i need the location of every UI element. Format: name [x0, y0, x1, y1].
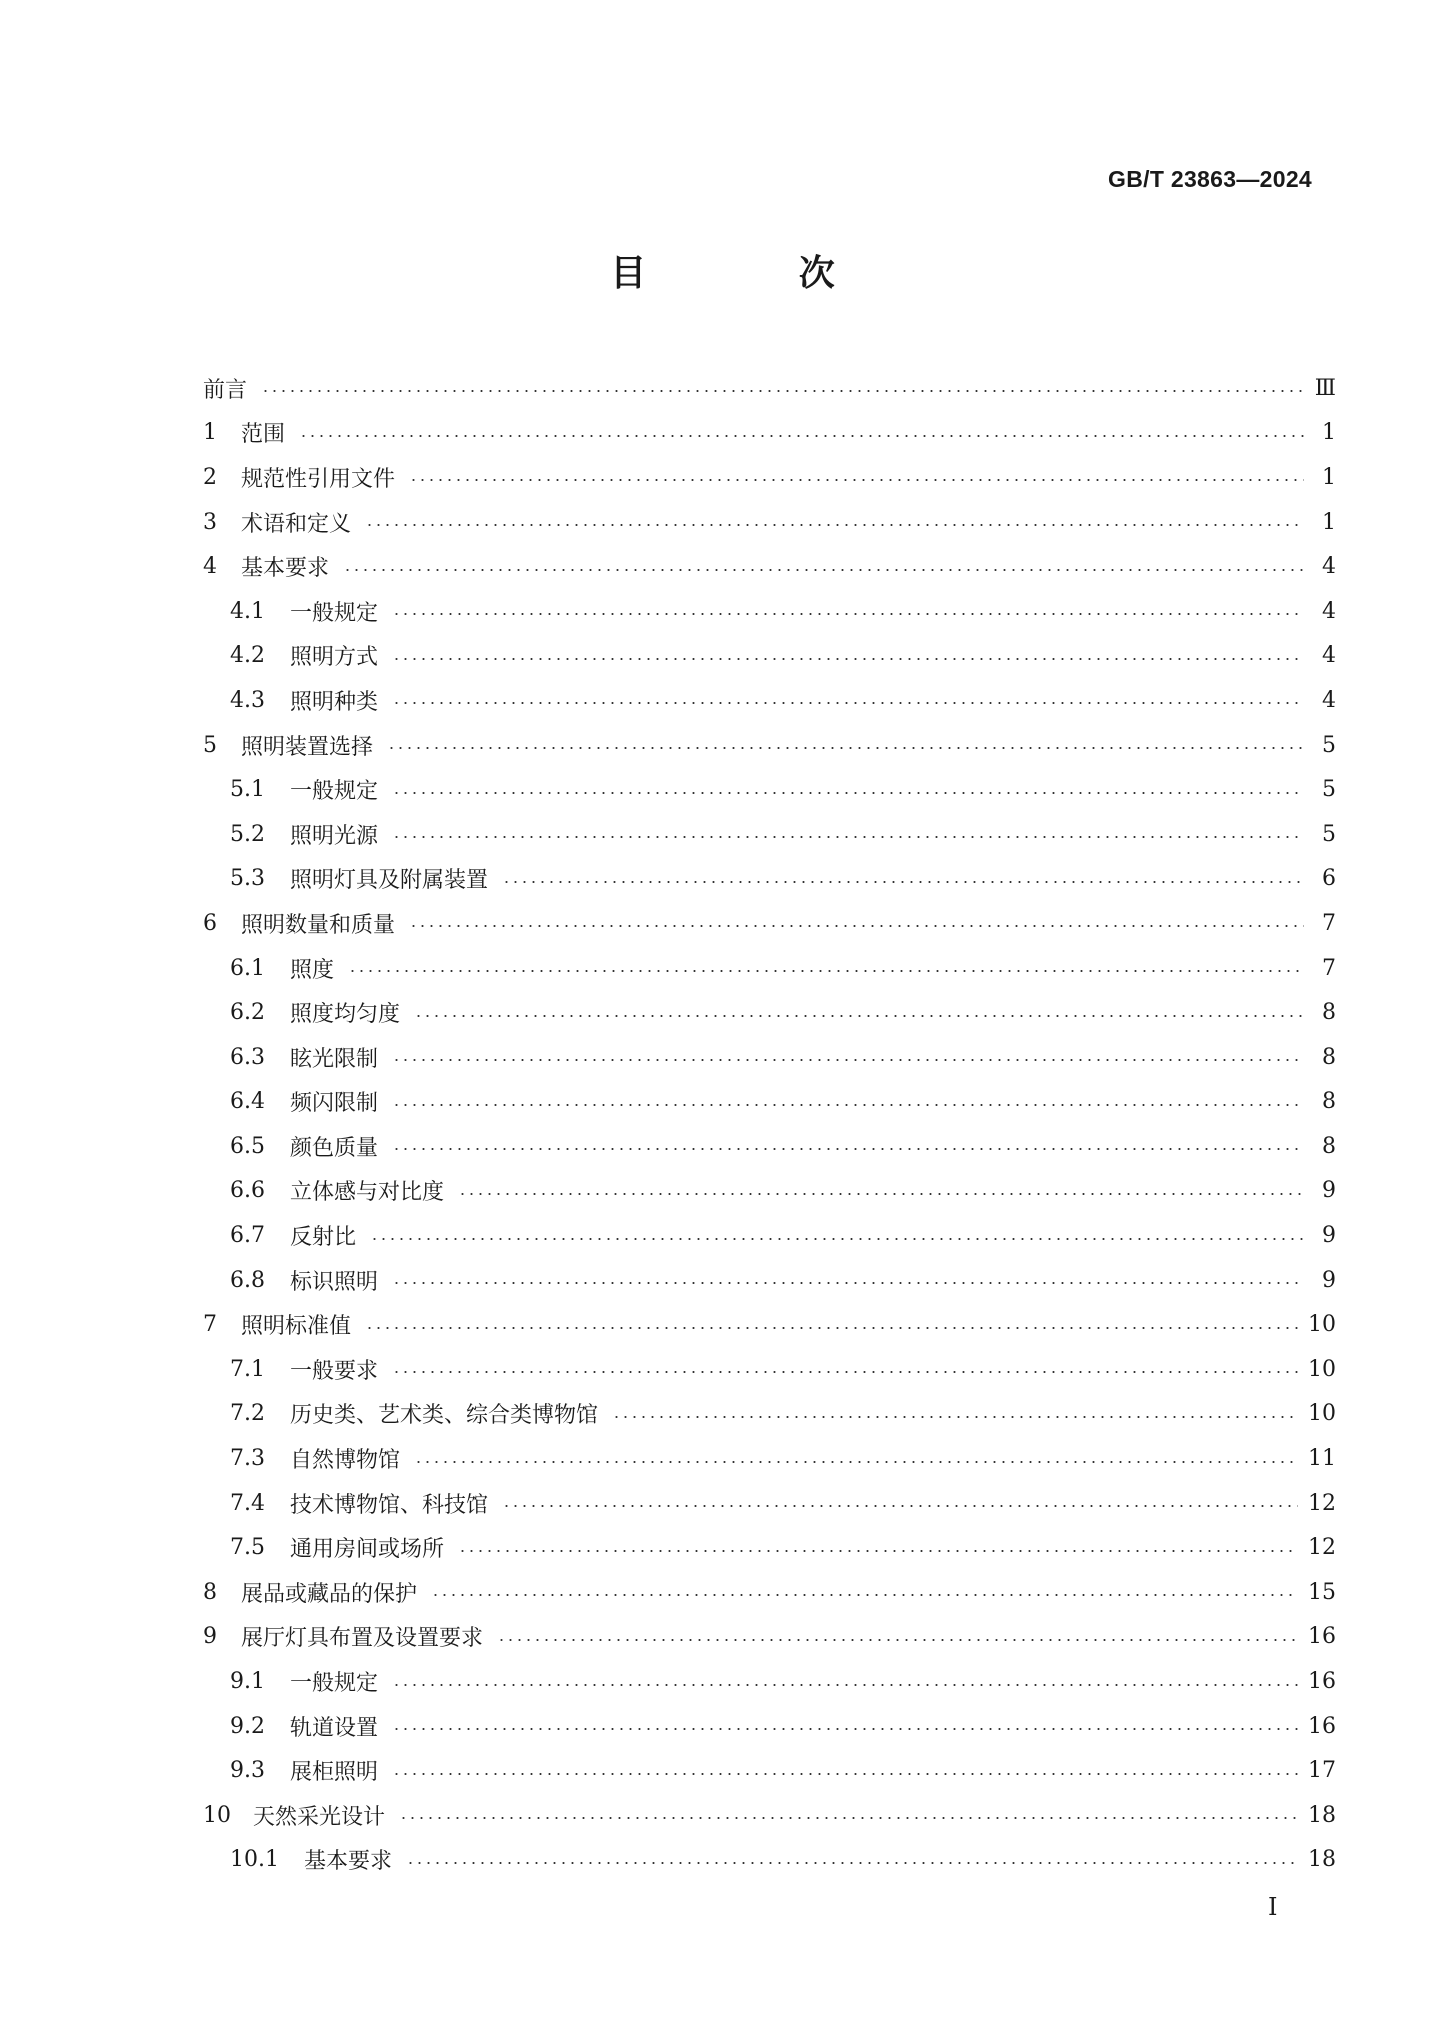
toc-entry-page: 18	[1308, 1847, 1336, 1873]
toc-entry[interactable]	[203, 901, 1336, 946]
toc-entry-label: 前言	[203, 377, 248, 403]
toc-entry-label: 眩光限制	[290, 1046, 379, 1072]
toc-entry-page: 5	[1322, 777, 1336, 803]
dot-leader	[392, 1104, 1304, 1106]
toc-entry-page: 4	[1322, 598, 1336, 624]
toc-entry-page: 1	[1322, 509, 1336, 535]
toc-entry-page: 18	[1308, 1802, 1336, 1828]
toc-entry[interactable]	[203, 857, 1336, 902]
toc-entry-label: 标识照明	[290, 1269, 379, 1295]
toc-entry[interactable]	[203, 1035, 1336, 1080]
toc-entry-label: 展品或藏品的保护	[241, 1581, 418, 1607]
toc-entry-number: 9.1	[230, 1669, 265, 1695]
toc-entry-label: 规范性引用文件	[241, 466, 396, 492]
toc-entry-label: 照明数量和质量	[241, 912, 396, 938]
toc-entry[interactable]	[203, 1213, 1336, 1258]
toc-entry-label: 术语和定义	[241, 511, 352, 537]
toc-entry[interactable]	[203, 812, 1336, 857]
toc-entry[interactable]	[203, 1748, 1336, 1793]
dot-leader	[409, 925, 1304, 927]
toc-entry[interactable]	[203, 366, 1336, 411]
toc-entry-number: 7.3	[230, 1446, 265, 1472]
dot-leader	[392, 702, 1304, 704]
toc-entry-page: 15	[1308, 1579, 1336, 1605]
toc-entry-page: 4	[1322, 687, 1336, 713]
page-title: 目 次	[610, 253, 905, 294]
toc-entry-number: 10	[203, 1802, 231, 1828]
toc-entry[interactable]	[203, 767, 1336, 812]
toc-entry-number: 6.4	[230, 1089, 265, 1115]
toc-entry-number: 7.1	[230, 1356, 265, 1382]
dot-leader	[431, 1594, 1298, 1596]
toc-entry-label: 反射比	[290, 1225, 357, 1251]
toc-entry[interactable]	[203, 411, 1336, 456]
dot-leader	[406, 1862, 1298, 1864]
dot-leader	[392, 613, 1304, 615]
toc-entry-page: 6	[1322, 866, 1336, 892]
toc-entry-label: 展柜照明	[290, 1760, 379, 1786]
dot-leader	[392, 1773, 1298, 1775]
toc-entry-page: 17	[1308, 1758, 1336, 1784]
toc-entry[interactable]	[203, 723, 1336, 768]
toc-entry-number: 6	[203, 910, 217, 936]
toc-entry-number: 4.2	[230, 643, 265, 669]
toc-entry[interactable]	[203, 1659, 1336, 1704]
dot-leader	[392, 836, 1304, 838]
toc-entry-page: 12	[1308, 1535, 1336, 1561]
toc-entry-page: 7	[1322, 955, 1336, 981]
toc-entry-label: 颜色质量	[290, 1135, 379, 1161]
toc-entry-page: Ⅲ	[1314, 375, 1336, 401]
document-code: GB/T 23863—2024	[1108, 166, 1312, 192]
toc-entry-number: 4	[203, 554, 217, 580]
toc-entry[interactable]	[203, 1080, 1336, 1125]
toc-entry-page: 5	[1322, 732, 1336, 758]
toc-entry[interactable]	[203, 1347, 1336, 1392]
dot-leader	[612, 1416, 1298, 1418]
toc-entry-label: 立体感与对比度	[290, 1180, 445, 1206]
dot-leader	[392, 1728, 1298, 1730]
toc-entry-page: 8	[1322, 1089, 1336, 1115]
toc-entry[interactable]	[203, 455, 1336, 500]
toc-entry-label: 照明标准值	[241, 1314, 352, 1340]
toc-entry-page: 9	[1322, 1223, 1336, 1249]
toc-entry[interactable]	[203, 1392, 1336, 1437]
toc-entry[interactable]	[203, 678, 1336, 723]
toc-entry-page: 5	[1322, 821, 1336, 847]
dot-leader	[502, 881, 1304, 883]
toc-entry-label: 展厅灯具布置及设置要求	[241, 1626, 484, 1652]
toc-entry-number: 6.1	[230, 955, 265, 981]
toc-entry-label: 自然博物馆	[290, 1448, 401, 1474]
toc-entry[interactable]	[203, 1436, 1336, 1481]
toc-entry-label: 一般规定	[290, 600, 379, 626]
toc-entry-page: 10	[1308, 1401, 1336, 1427]
toc-entry[interactable]	[203, 946, 1336, 991]
toc-entry-page: 10	[1308, 1312, 1336, 1338]
dot-leader	[392, 1059, 1304, 1061]
toc-entry-label: 通用房间或场所	[290, 1537, 445, 1563]
toc-entry[interactable]	[203, 1615, 1336, 1660]
dot-leader	[502, 1505, 1298, 1507]
dot-leader	[299, 435, 1304, 437]
toc-entry-number: 6.6	[230, 1178, 265, 1204]
toc-entry-page: 4	[1322, 643, 1336, 669]
dot-leader	[409, 479, 1304, 481]
toc-entry[interactable]	[203, 634, 1336, 679]
toc-entry[interactable]	[203, 1570, 1336, 1615]
toc-entry-label: 照度均匀度	[290, 1002, 401, 1028]
toc-entry-label: 技术博物馆、科技馆	[290, 1492, 489, 1518]
toc-entry[interactable]	[203, 544, 1336, 589]
toc-entry-number: 4.3	[230, 687, 265, 713]
dot-leader	[392, 1282, 1304, 1284]
toc-entry-label: 一般规定	[290, 1671, 379, 1697]
toc-entry-number: 7.4	[230, 1490, 265, 1516]
toc-entry-label: 轨道设置	[290, 1715, 379, 1741]
toc-entry-number: 2	[203, 464, 217, 490]
toc-entry-page: 11	[1308, 1446, 1336, 1472]
toc-entry-label: 历史类、艺术类、综合类博物馆	[290, 1403, 599, 1429]
toc-entry-page: 9	[1322, 1267, 1336, 1293]
toc-entry[interactable]	[203, 1704, 1336, 1749]
dot-leader	[348, 970, 1304, 972]
dot-leader	[387, 747, 1304, 749]
toc-entry[interactable]	[203, 1481, 1336, 1526]
toc-entry-page: 16	[1308, 1669, 1336, 1695]
dot-leader	[414, 1461, 1298, 1463]
dot-leader	[261, 390, 1304, 392]
toc-entry-number: 7.5	[230, 1535, 265, 1561]
toc-entry[interactable]	[203, 990, 1336, 1035]
page-folio: I	[1268, 1893, 1278, 1921]
toc-entry-number: 4.1	[230, 598, 265, 624]
dot-leader	[414, 1015, 1304, 1017]
toc-entry-label: 照明光源	[290, 823, 379, 849]
dot-leader	[458, 1193, 1304, 1195]
dot-leader	[392, 1148, 1304, 1150]
toc-entry-number: 6.5	[230, 1133, 265, 1159]
toc-entry[interactable]	[203, 1793, 1336, 1838]
dot-leader	[343, 569, 1304, 571]
toc-entry-page: 8	[1322, 1044, 1336, 1070]
toc-entry-number: 5.2	[230, 821, 265, 847]
toc-entry[interactable]	[203, 1525, 1336, 1570]
toc-entry[interactable]	[203, 1169, 1336, 1214]
toc-entry-page: 10	[1308, 1356, 1336, 1382]
toc-entry-number: 5.1	[230, 777, 265, 803]
toc-entry-page: 1	[1322, 464, 1336, 490]
toc-entry-label: 照明方式	[290, 645, 379, 671]
dot-leader	[370, 1238, 1304, 1240]
toc-entry-page: 1	[1322, 420, 1336, 446]
dot-leader	[392, 1371, 1298, 1373]
toc-entry-label: 一般规定	[290, 779, 379, 805]
dot-leader	[365, 524, 1304, 526]
toc-entry-number: 7	[203, 1312, 217, 1338]
toc-entry-number: 6.7	[230, 1223, 265, 1249]
dot-leader	[392, 658, 1304, 660]
toc-entry-number: 6.8	[230, 1267, 265, 1293]
toc-entry-number: 10.1	[230, 1847, 279, 1873]
toc-entry-number: 5	[203, 732, 217, 758]
toc-entry-number: 6.2	[230, 1000, 265, 1026]
toc-entry-label: 频闪限制	[290, 1091, 379, 1117]
toc-entry-page: 8	[1322, 1000, 1336, 1026]
toc-entry-label: 范围	[241, 422, 286, 448]
dot-leader	[497, 1639, 1298, 1641]
toc-entry-number: 6.3	[230, 1044, 265, 1070]
table-of-contents	[203, 366, 1336, 1882]
toc-entry[interactable]	[203, 1302, 1336, 1347]
toc-entry[interactable]	[203, 1258, 1336, 1303]
toc-entry-label: 照明灯具及附属装置	[290, 868, 489, 894]
toc-entry-number: 9	[203, 1624, 217, 1650]
dot-leader	[458, 1550, 1298, 1552]
toc-entry-page: 9	[1322, 1178, 1336, 1204]
toc-entry-number: 7.2	[230, 1401, 265, 1427]
toc-entry[interactable]	[203, 1838, 1336, 1883]
toc-entry-page: 4	[1322, 554, 1336, 580]
toc-entry-number: 9.2	[230, 1713, 265, 1739]
toc-entry-number: 1	[203, 420, 217, 446]
dot-leader	[392, 1684, 1298, 1686]
toc-entry-label: 一般要求	[290, 1358, 379, 1384]
toc-entry-page: 7	[1322, 910, 1336, 936]
toc-entry-page: 8	[1322, 1133, 1336, 1159]
toc-entry-label: 天然采光设计	[253, 1804, 386, 1830]
toc-entry-number: 8	[203, 1579, 217, 1605]
toc-entry-label: 基本要求	[241, 556, 330, 582]
toc-entry-number: 3	[203, 509, 217, 535]
dot-leader	[399, 1817, 1298, 1819]
toc-entry-label: 照明装置选择	[241, 734, 374, 760]
toc-entry-label: 基本要求	[304, 1849, 393, 1875]
toc-entry-number: 5.3	[230, 866, 265, 892]
toc-entry-page: 12	[1308, 1490, 1336, 1516]
dot-leader	[365, 1327, 1298, 1329]
toc-entry-page: 16	[1308, 1713, 1336, 1739]
dot-leader	[392, 792, 1304, 794]
toc-entry-page: 16	[1308, 1624, 1336, 1650]
toc-entry-label: 照度	[290, 957, 335, 983]
toc-entry-label: 照明种类	[290, 689, 379, 715]
toc-entry[interactable]	[203, 500, 1336, 545]
toc-entry[interactable]	[203, 1124, 1336, 1169]
toc-entry-number: 9.3	[230, 1758, 265, 1784]
toc-entry[interactable]	[203, 589, 1336, 634]
